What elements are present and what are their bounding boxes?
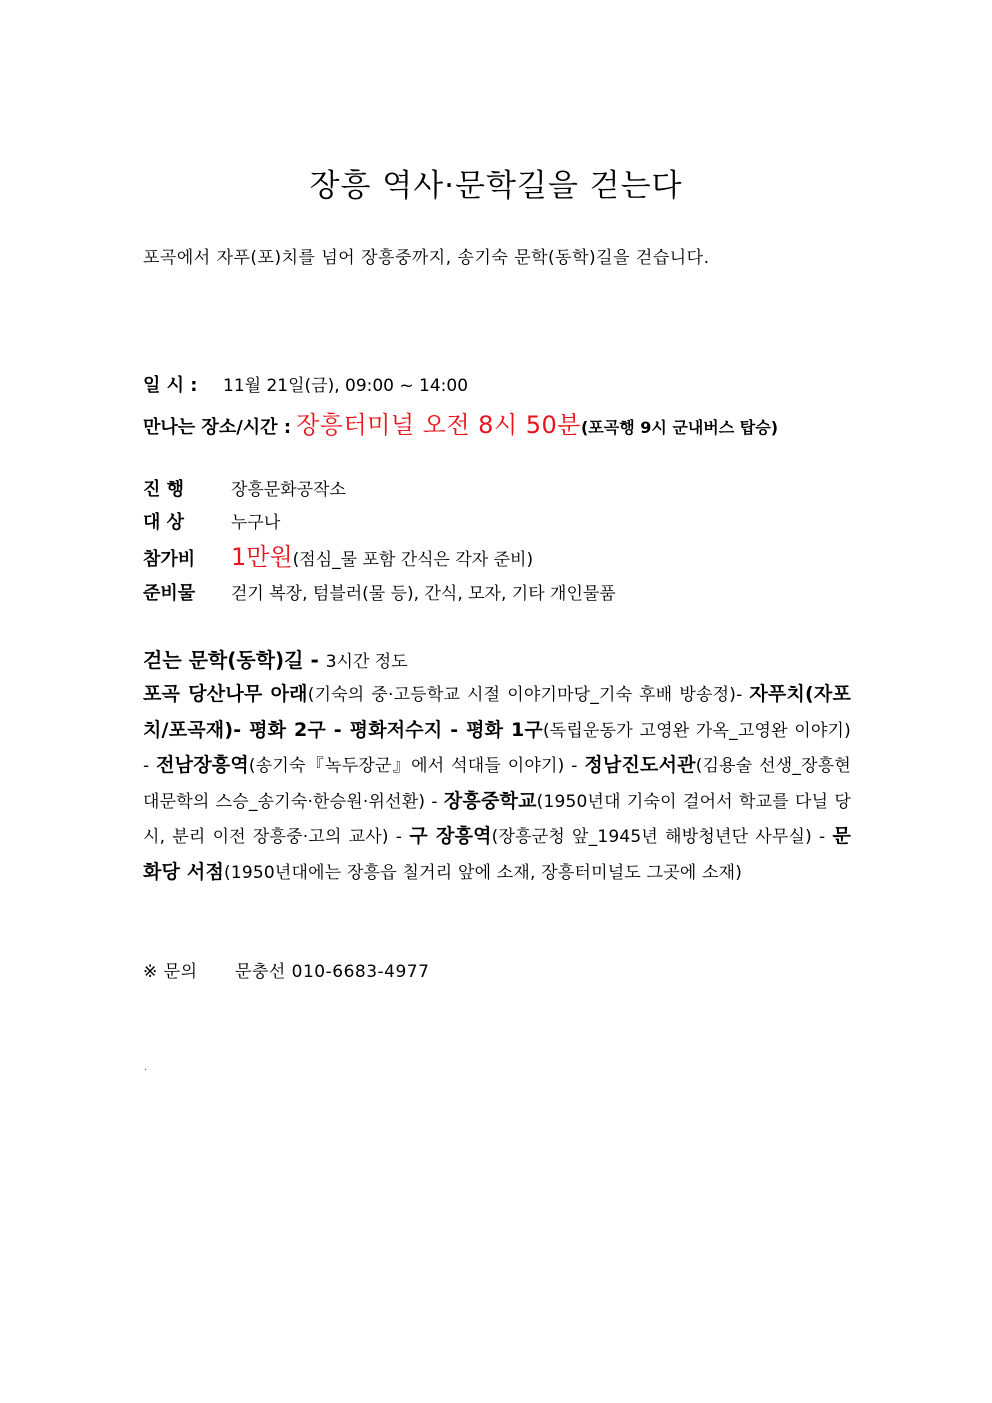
prep-value: 걷기 복장, 텀블러(물 등), 간식, 모자, 기타 개인물품 — [231, 584, 616, 604]
route-description — [143, 677, 851, 891]
host-value: 장흥문화공작소 — [231, 480, 346, 500]
contact-label: ※ 문의 — [143, 962, 198, 982]
route-note-3: (송기숙『녹두장군』에서 석대들 이야기) - — [248, 756, 585, 777]
contact-row — [143, 957, 429, 982]
target-row — [143, 508, 280, 534]
route-stop-4: 정남진도서관 — [584, 754, 696, 777]
meet-row — [143, 405, 778, 440]
route-note-4: (김용술 선생_장흥현대문학의 스승_송기숙·한승원·위선환) - — [143, 756, 851, 812]
footer-mark: . — [144, 1062, 148, 1073]
route-duration: 3시간 정도 — [325, 652, 408, 672]
route-stop-7: 문화당 서점 — [143, 825, 851, 883]
route-note-1: (기숙의 중·고등학교 시절 이야기마당_기숙 후배 방송정)- — [307, 685, 743, 705]
route-stop-2: 자푸치(자포치/포곡재)- 평화 2구 - 평화저수지 - 평화 1구 — [143, 683, 851, 741]
page-title: 장흥 역사·문학길을 걷는다 — [309, 168, 683, 204]
date-label: 일 시 : — [143, 375, 198, 396]
prep-label: 준비물 — [143, 583, 196, 604]
host-row — [143, 475, 346, 501]
route-stop-1: 포곡 당산나무 아래 — [143, 683, 308, 705]
date-row — [143, 371, 468, 397]
prep-row — [143, 579, 616, 605]
host-label: 진 행 — [143, 479, 185, 500]
fee-label: 참가비 — [143, 549, 196, 570]
intro-text: 포곡에서 자푸(포)치를 넘어 장흥중까지, 송기숙 문학(동학)길을 걷습니다. — [143, 248, 710, 268]
target-value: 누구나 — [231, 513, 281, 533]
fee-note: (점심_물 포함 간식은 각자 준비) — [292, 550, 534, 570]
route-stop-5: 장흥중학교 — [443, 789, 537, 812]
route-heading: 걷는 문학(동학)길 - — [143, 648, 326, 672]
meet-note: (포곡행 9시 군내버스 탑승) — [580, 418, 779, 437]
target-label: 대 상 — [143, 512, 185, 533]
fee-row — [143, 537, 533, 572]
meet-label: 만나는 장소/시간 : — [143, 417, 292, 438]
route-heading-row — [143, 644, 408, 673]
route-note-6: (장흥군청 앞_1945년 해방청년단 사무실) - — [491, 827, 833, 848]
route-stop-6: 구 장흥역 — [409, 825, 492, 848]
route-note-5: (1950년대 기숙이 걸어서 학교를 다닐 당시, 분리 이전 장흥중·고의 교사) - — [143, 791, 851, 848]
route-stop-3: 전남장흥역 — [156, 754, 249, 777]
meet-value: 장흥터미널 오전 8시 50분 — [296, 411, 581, 439]
route-note-7: (1950년대에는 장흥읍 칠거리 앞에 소재, 장흥터미널도 그곳에 소재) — [224, 862, 743, 883]
date-value: 11월 21일(금), 09:00 ~ 14:00 — [223, 376, 469, 396]
route-note-2: (독립운동가 고영완 가옥_고영완 이야기) - — [143, 720, 851, 777]
fee-value: 1만원 — [231, 543, 293, 571]
contact-value: 문충선 010-6683-4977 — [235, 962, 430, 982]
